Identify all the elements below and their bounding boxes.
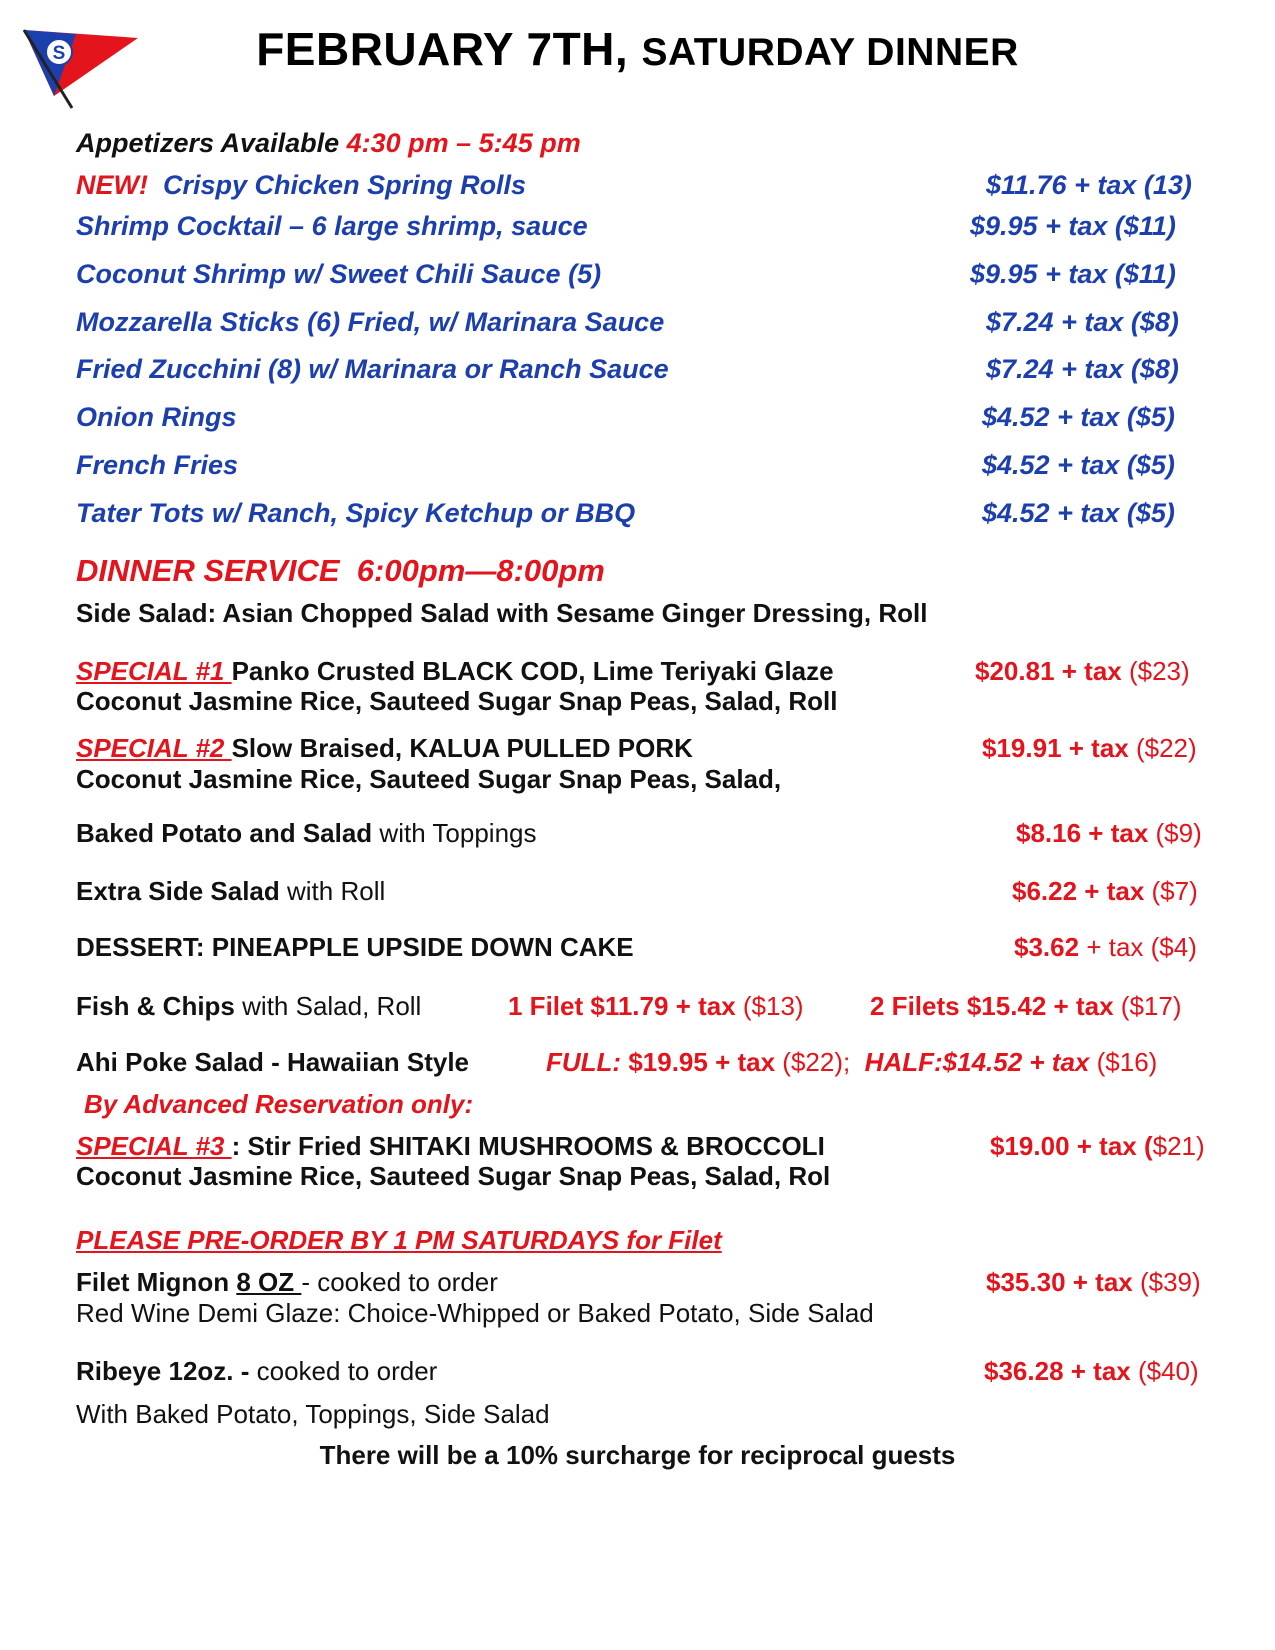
special-3-price-total: $21)	[1152, 1131, 1205, 1161]
ribeye-sides: With Baked Potato, Toppings, Side Salad	[76, 1399, 550, 1429]
special-1-sides: Coconut Jasmine Rice, Sauteed Sugar Snap Peas, Salad, Roll	[76, 686, 838, 716]
special-1-price-value: $20.81 + tax	[975, 656, 1122, 686]
poke-full-price: $19.95 + tax	[628, 1047, 776, 1077]
baked-potato-price-value: $8.16 + tax	[1016, 818, 1149, 848]
filet-name: Filet Mignon	[76, 1267, 230, 1297]
appetizer-price: $9.95 + tax ($11)	[970, 211, 1176, 241]
filet-price	[986, 1267, 1201, 1298]
baked-potato-price	[1016, 818, 1202, 849]
appetizers-hours: 4:30 pm – 5:45 pm	[346, 128, 581, 158]
filet-price-total: ($39)	[1139, 1267, 1201, 1297]
dessert-price-value: $3.62	[1014, 932, 1080, 962]
special-2-label: SPECIAL #2	[76, 733, 232, 763]
extra-salad-price	[1012, 876, 1198, 907]
page-title	[0, 22, 1275, 76]
dessert-price-tax: + tax ($4)	[1086, 932, 1197, 962]
reservation-note: By Advanced Reservation only:	[84, 1089, 474, 1119]
appetizer-price: $4.52 + tax ($5)	[982, 402, 1175, 432]
appetizers-heading: Appetizers Available	[76, 128, 340, 158]
filet-sides: Red Wine Demi Glaze: Choice-Whipped or Baked Potato, Side Salad	[76, 1298, 874, 1328]
appetizer-name: Onion Rings	[76, 402, 237, 432]
filet-price-value: $35.30 + tax	[986, 1267, 1133, 1297]
special-2-sides: Coconut Jasmine Rice, Sauteed Sugar Snap Peas, Salad,	[76, 764, 782, 794]
fish-chips-desc: with Salad, Roll	[242, 991, 422, 1021]
appetizer-name: Fried Zucchini (8) w/ Marinara or Ranch Sauce	[76, 354, 669, 384]
baked-potato-name: Baked Potato and Salad	[76, 818, 373, 848]
baked-potato-line	[76, 818, 537, 849]
extra-salad-price-total: ($7)	[1151, 876, 1198, 906]
special-2-price-total: ($22)	[1135, 733, 1197, 763]
appetizer-name: Shrimp Cocktail – 6 large shrimp, sauce	[76, 211, 588, 241]
special-3-sep: :	[231, 1131, 248, 1161]
appetizer-price: $4.52 + tax ($5)	[982, 498, 1175, 528]
ribeye-price	[984, 1356, 1199, 1387]
appetizer-price: $7.24 + tax ($8)	[986, 354, 1179, 384]
title-rest: SATURDAY DINNER	[641, 31, 1019, 74]
special-2-title	[76, 733, 693, 764]
poke-full-label: FULL:	[546, 1047, 622, 1077]
extra-salad-price-value: $6.22 + tax	[1012, 876, 1145, 906]
title-date: FEBRUARY 7TH,	[256, 23, 629, 75]
dinner-hours: 6:00pm—8:00pm	[356, 553, 605, 588]
dessert-name: DESSERT: PINEAPPLE UPSIDE DOWN CAKE	[76, 932, 634, 962]
special-1-title	[76, 656, 834, 687]
extra-salad-desc: with Roll	[287, 876, 386, 906]
filet-desc: - cooked to order	[301, 1267, 498, 1297]
fish-two-filet-total: ($17)	[1120, 991, 1182, 1021]
poke-full-total: ($22);	[782, 1047, 851, 1077]
new-badge: NEW!	[76, 170, 148, 200]
special-3-title	[76, 1131, 825, 1162]
fish-one-filet-label: 1 Filet $11.79 + tax	[508, 991, 736, 1021]
side-salad-line: Side Salad: Asian Chopped Salad with Sesame Ginger Dressing, Roll	[76, 598, 928, 628]
special-1-label: SPECIAL #1	[76, 656, 232, 686]
appetizers-heading-row	[76, 128, 581, 159]
fish-chips-name: Fish & Chips	[76, 991, 235, 1021]
appetizer-price: $9.95 + tax ($11)	[970, 259, 1176, 289]
logo-letter: S	[52, 43, 66, 64]
preorder-note: PLEASE PRE-ORDER BY 1 PM SATURDAYS for Filet	[76, 1225, 722, 1255]
appetizer-price: $4.52 + tax ($5)	[982, 450, 1175, 480]
poke-half-label: HALF:	[864, 1047, 943, 1077]
fish-one-filet-total: ($13)	[742, 991, 804, 1021]
appetizer-name: Coconut Shrimp w/ Sweet Chili Sauce (5)	[76, 259, 602, 289]
fish-two-filet-price	[870, 991, 1181, 1022]
special-1-price-total: ($23)	[1128, 656, 1190, 686]
extra-salad-name: Extra Side Salad	[76, 876, 280, 906]
appetizer-item	[76, 170, 526, 201]
ribeye-line	[76, 1356, 437, 1387]
appetizer-name: Mozzarella Sticks (6) Fried, w/ Marinara Sauce	[76, 307, 665, 337]
ribeye-price-value: $36.28 + tax	[984, 1356, 1131, 1386]
poke-name: Ahi Poke Salad - Hawaiian Style	[76, 1047, 470, 1077]
appetizer-price: $11.76 + tax (13)	[986, 170, 1192, 200]
baked-potato-price-total: ($9)	[1155, 818, 1202, 848]
dinner-service-heading	[76, 553, 605, 589]
baked-potato-desc: with Toppings	[379, 818, 537, 848]
appetizer-price: $7.24 + tax ($8)	[986, 307, 1179, 337]
special-1-price	[975, 656, 1190, 687]
special-3-label: SPECIAL #3	[76, 1131, 232, 1161]
poke-half-price: $14.52 + tax	[942, 1047, 1090, 1077]
fish-chips-line	[76, 991, 421, 1022]
surcharge-note: There will be a 10% surcharge for reciprocal guests	[319, 1440, 956, 1470]
dessert-price	[1014, 932, 1197, 963]
special-2-price	[982, 733, 1197, 764]
special-3-price-value: $19.00 + tax (	[990, 1131, 1153, 1161]
extra-salad-line	[76, 876, 385, 907]
appetizer-name: Tater Tots w/ Ranch, Spicy Ketchup or BBQ	[76, 498, 636, 528]
ribeye-price-total: ($40)	[1137, 1356, 1199, 1386]
poke-half-total: ($16)	[1096, 1047, 1158, 1077]
special-2-name: Slow Braised, KALUA PULLED PORK	[231, 733, 693, 763]
poke-prices	[546, 1047, 1157, 1078]
special-1-name: Panko Crusted BLACK COD, Lime Teriyaki Glaze	[231, 656, 834, 686]
filet-line	[76, 1267, 498, 1298]
dinner-heading: DINNER SERVICE	[76, 553, 340, 588]
special-3-name: Stir Fried SHITAKI MUSHROOMS & BROCCOLI	[247, 1131, 825, 1161]
ribeye-desc: cooked to order	[256, 1356, 438, 1386]
appetizer-name: Crispy Chicken Spring Rolls	[163, 170, 527, 200]
ribeye-name: Ribeye 12oz. -	[76, 1356, 250, 1386]
special-3-price	[990, 1131, 1205, 1162]
fish-two-filet-label: 2 Filets $15.42 + tax	[870, 991, 1114, 1021]
special-2-price-value: $19.91 + tax	[982, 733, 1129, 763]
filet-size: 8 OZ	[236, 1267, 302, 1297]
appetizer-name: French Fries	[76, 450, 239, 480]
fish-one-filet-price	[508, 991, 804, 1022]
special-3-sides: Coconut Jasmine Rice, Sauteed Sugar Snap Peas, Salad, Rol	[76, 1161, 831, 1191]
